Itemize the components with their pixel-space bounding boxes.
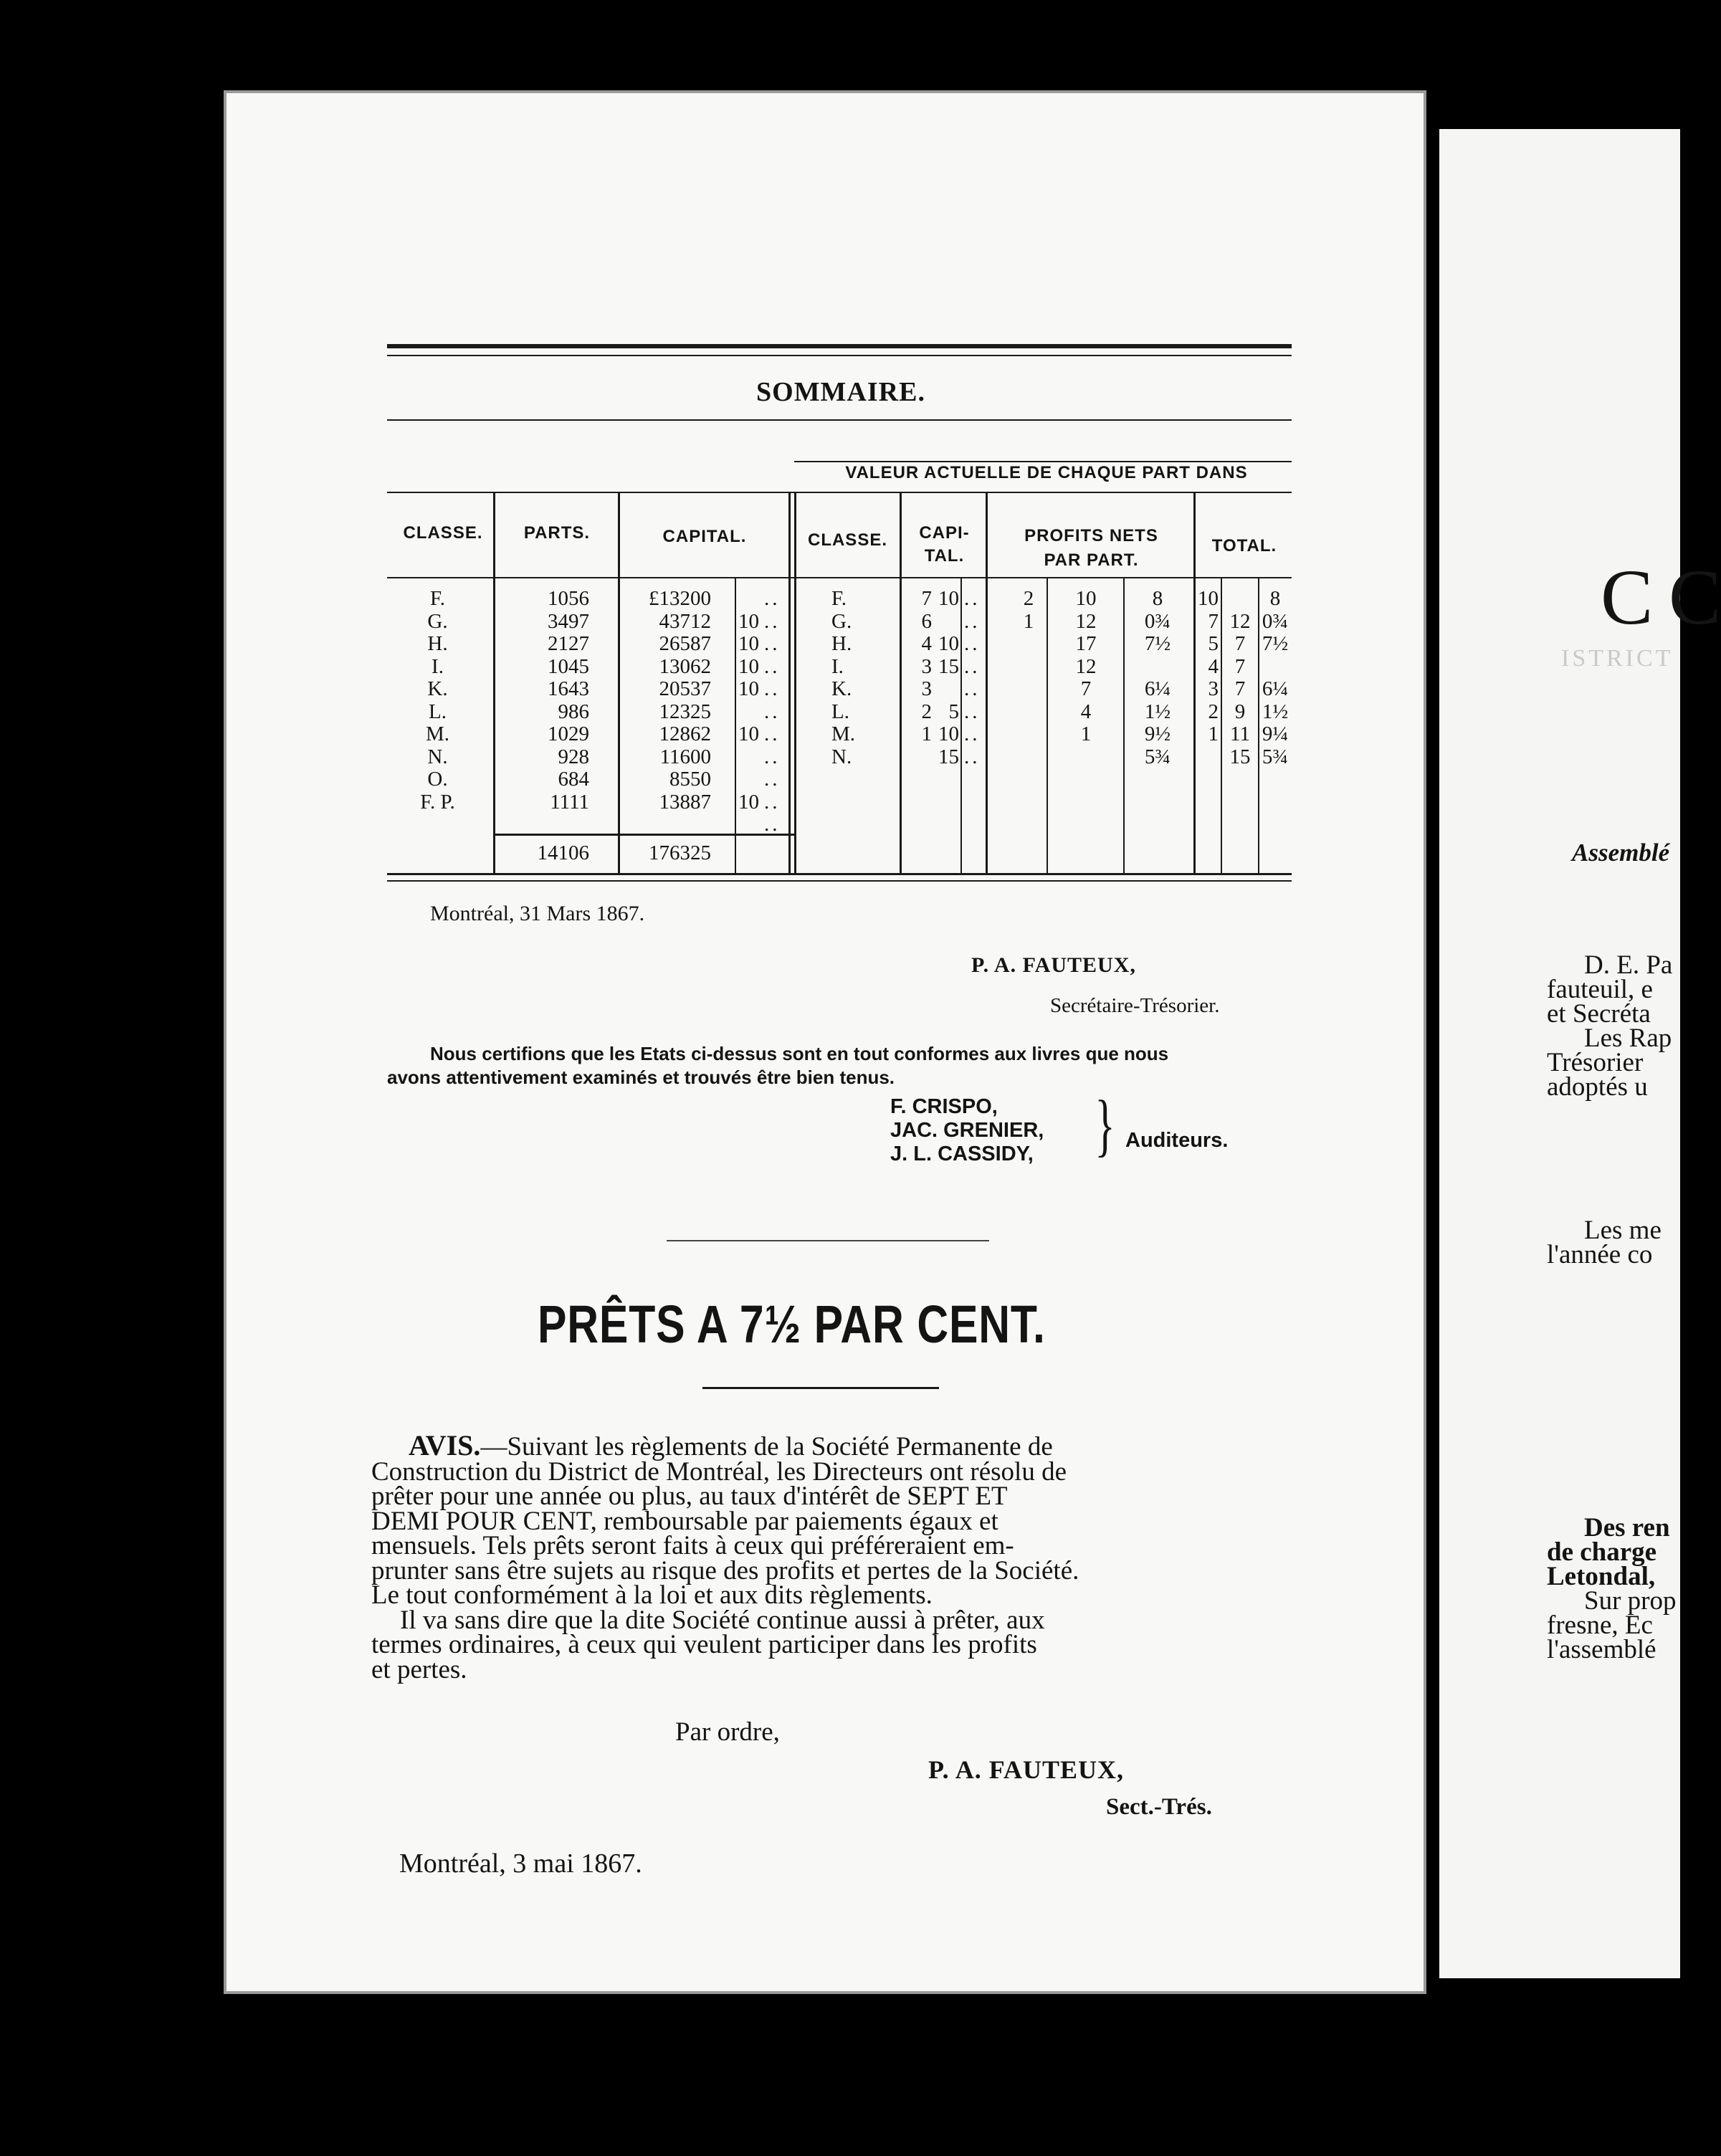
- report-date: Montréal, 31 Mars 1867.: [430, 902, 645, 925]
- table-cell: 17: [1075, 632, 1097, 655]
- right-line: Trésorier: [1547, 1048, 1644, 1077]
- table-cell: 9¼: [1262, 722, 1289, 745]
- table-cell: M.: [425, 722, 450, 745]
- table-cell: 11: [1230, 722, 1250, 745]
- table-cell: 13062: [659, 654, 711, 678]
- capital-dots: .. .. .. .. .. .. .. .. .. .. ..: [764, 587, 781, 836]
- table-cell: 15: [938, 654, 959, 678]
- table-cell: 1½: [1262, 700, 1289, 723]
- table-cell: K.: [427, 677, 448, 700]
- table-cell: 1111: [550, 790, 589, 814]
- table-cell: 7: [1208, 609, 1219, 633]
- header-profits-a: PROFITS NETS: [1024, 526, 1158, 545]
- right-line: D. E. Pa: [1584, 950, 1673, 980]
- notice-signer: P. A. FAUTEUX,: [928, 1755, 1125, 1784]
- table-cell: G.: [831, 609, 852, 633]
- table-cell: 12: [1075, 654, 1097, 678]
- table-cell: [1222, 588, 1258, 611]
- table-cell: 2: [1208, 700, 1219, 723]
- right-paragraph-3: [1547, 1513, 1677, 1664]
- table-cell: 15: [938, 745, 959, 768]
- table-cell: F.: [831, 587, 847, 610]
- table-cell: [1011, 746, 1047, 769]
- headline-underline: [702, 1387, 939, 1389]
- col-divider: [618, 492, 620, 874]
- capital-2-livres-column: [910, 588, 932, 768]
- separator-rule: [667, 1240, 989, 1241]
- table-cell: 9½: [1144, 722, 1171, 745]
- right-page: [1439, 129, 1721, 1978]
- certification-line-2: avons attentivement examinés et trouvés être bien tenus.: [387, 1067, 895, 1088]
- table-bottom-rule: [387, 873, 1292, 875]
- table-cell: N.: [831, 745, 852, 768]
- header-capital-2b: TAL.: [924, 546, 965, 566]
- auditors-brace: }: [1095, 1087, 1115, 1164]
- table-cell: [738, 701, 764, 724]
- right-line: l'année co: [1547, 1240, 1653, 1269]
- table-cell: [1011, 723, 1047, 746]
- capital-2-dots: .. .. .. .. .. .. .. ..: [964, 587, 981, 768]
- table-title: SOMMAIRE.: [756, 377, 925, 407]
- table-cell: 10: [1075, 587, 1097, 610]
- notice-line: et pertes.: [371, 1654, 467, 1684]
- notice-body: [371, 1429, 1079, 1684]
- table-cell: 10: [938, 632, 959, 655]
- table-cell: 15: [1229, 745, 1251, 768]
- right-line: et Secréta: [1547, 999, 1651, 1029]
- table-cell: 7: [1234, 677, 1246, 700]
- table-cell: £13200: [649, 587, 711, 610]
- col-divider: [986, 492, 988, 874]
- table-cell: 10: [938, 587, 959, 610]
- auditors-list: [890, 1095, 1044, 1166]
- table-cell: 5: [948, 700, 959, 723]
- table-cell: 684: [558, 768, 589, 791]
- par-ordre: Par ordre,: [675, 1717, 780, 1747]
- table-cell: 1045: [548, 654, 589, 678]
- notice-line: prunter sans être sujets au risque des profits et pertes de la Société.: [371, 1555, 1079, 1585]
- col-divider: [735, 578, 736, 874]
- table-cell: 1: [1208, 722, 1219, 745]
- capital-column: [624, 588, 711, 814]
- table-cell: 10: [738, 677, 759, 700]
- table-cell: 6¼: [1144, 677, 1171, 700]
- header-top-rule: [387, 492, 1292, 493]
- table-cell: 6¼: [1262, 677, 1289, 700]
- header-bottom-rule: [387, 577, 1292, 578]
- total-parts: 14106: [537, 841, 589, 864]
- table-cell: 7½: [1262, 632, 1289, 655]
- notice-line: Le tout conformément à la loi et aux dits règlements.: [371, 1580, 933, 1610]
- table-cell: 1: [1080, 722, 1092, 745]
- certification-line-1: Nous certifions que les Etats ci-dessus sont en tout conformes aux livres que nous: [430, 1043, 1169, 1064]
- table-cell: 43712: [659, 609, 711, 633]
- table-cell: 8: [1269, 587, 1281, 610]
- header-capital: CAPITAL.: [662, 527, 747, 546]
- table-cell: 10: [738, 790, 759, 814]
- right-big-letter-2: C: [1669, 553, 1721, 641]
- table-cell: [738, 588, 764, 611]
- table-cell: [738, 746, 764, 769]
- table-cell: L.: [429, 700, 447, 723]
- table-cell: 2: [921, 700, 932, 723]
- notice-line: DEMI POUR CENT, remboursable par paiements égaux et: [371, 1506, 998, 1536]
- table-cell: 9: [1234, 700, 1246, 723]
- table-cell: 1643: [548, 677, 589, 700]
- table-cell: 8550: [669, 768, 711, 791]
- right-big-letter: C: [1601, 553, 1654, 641]
- header-capital-2a: CAPI-: [919, 523, 970, 543]
- notice-line: termes ordinaires, à ceux qui veulent participer dans les profits: [371, 1630, 1037, 1659]
- right-line: de charge: [1547, 1537, 1657, 1567]
- avis-label: AVIS.: [409, 1429, 481, 1461]
- table-cell: M.: [831, 722, 856, 745]
- table-cell: [1196, 746, 1219, 769]
- table-cell: N.: [427, 745, 448, 768]
- table-cell: 10: [938, 722, 959, 745]
- table-cell: 4: [1080, 700, 1092, 723]
- auditor-name: JAC. GRENIER,: [890, 1119, 1044, 1142]
- auditor-name: F. CRISPO,: [890, 1095, 998, 1118]
- classe-2-column: [831, 588, 889, 768]
- auditor-name: J. L. CASSIDY,: [890, 1143, 1034, 1165]
- table-cell: F.: [429, 587, 446, 610]
- capital-shillings-column: [738, 588, 764, 814]
- table-cell: 5: [1208, 632, 1219, 655]
- right-line: Les Rap: [1584, 1024, 1672, 1053]
- total-deniers-column: [1259, 588, 1291, 768]
- classe-column: [393, 588, 482, 814]
- col-divider: [788, 492, 791, 874]
- table-cell: 4: [921, 632, 932, 655]
- table-cell: L.: [831, 700, 849, 723]
- right-assemble: Assemblé: [1572, 839, 1670, 867]
- table-bottom-rule-thin: [387, 880, 1292, 882]
- right-line: Letondal,: [1547, 1562, 1656, 1591]
- table-cell: 12325: [659, 700, 711, 723]
- table-cell: [1259, 656, 1291, 679]
- table-cell: 5¾: [1144, 745, 1171, 768]
- table-cell: [910, 746, 932, 769]
- right-line: Les me: [1584, 1216, 1662, 1245]
- table-cell: [738, 768, 764, 791]
- table-cell: 10: [738, 609, 759, 633]
- table-cell: [1011, 701, 1047, 724]
- table-cell: 3497: [548, 609, 589, 633]
- profits-shillings-column: [1054, 588, 1118, 768]
- table-cell: [933, 678, 959, 701]
- table-cell: 1056: [548, 587, 589, 610]
- profits-deniers-column: [1125, 588, 1190, 768]
- header-classe-2: CLASSE.: [807, 530, 887, 550]
- notice-signer-title: Sect.-Trés.: [1106, 1794, 1212, 1820]
- right-paragraph-1: [1547, 950, 1673, 1102]
- table-cell: 3: [921, 677, 932, 700]
- table-cell: 10: [738, 722, 759, 745]
- table-cell: G.: [427, 609, 448, 633]
- table-cell: 6: [921, 609, 932, 633]
- header-total: TOTAL.: [1211, 536, 1277, 555]
- header-profits-b: PAR PART.: [1044, 550, 1139, 570]
- table-cell: O.: [427, 768, 448, 791]
- notice-line: Il va sans dire que la dite Société continue aussi à prêter, aux: [400, 1605, 1045, 1635]
- capital-2-shillings-column: [933, 588, 959, 768]
- notice-line: mensuels. Tels prêts seront faits à ceux qui préféreraient em-: [371, 1531, 1014, 1560]
- table-cell: 7: [1234, 632, 1246, 655]
- notice-line: Construction du District de Montréal, les Directeurs ont résolu de: [371, 1456, 1067, 1487]
- right-district-faint: ISTRICT: [1561, 645, 1674, 672]
- report-signer-title: Secrétaire-Trésorier.: [1050, 994, 1220, 1017]
- right-line: fauteuil, e: [1547, 975, 1653, 1004]
- table-cell: 3: [1208, 677, 1219, 700]
- right-line: adoptés u: [1547, 1072, 1648, 1102]
- table-cell: K.: [831, 677, 852, 700]
- table-cell: 986: [558, 700, 589, 723]
- table-cell: 928: [558, 745, 589, 768]
- table-cell: 2127: [548, 632, 589, 655]
- right-line: fresne, Ec: [1547, 1611, 1653, 1640]
- total-livres-column: [1196, 588, 1219, 768]
- table-cell: 3: [921, 654, 932, 678]
- table-cell: 12862: [659, 722, 711, 745]
- table-cell: 10: [738, 654, 759, 678]
- col-divider: [1047, 578, 1048, 874]
- table-cell: F. P.: [420, 790, 455, 814]
- notice-headline: PRÊTS A 7½ PAR CENT.: [538, 1294, 1046, 1354]
- table-cell: 1½: [1144, 700, 1171, 723]
- table-cell: 7½: [1144, 632, 1171, 655]
- table-top-rule-thin: [387, 355, 1292, 356]
- parts-column: [502, 588, 589, 814]
- table-cell: 7: [1080, 677, 1092, 700]
- total-capital: 176325: [649, 841, 711, 864]
- group-header: VALEUR ACTUELLE DE CHAQUE PART DANS: [845, 463, 1248, 482]
- table-cell: [933, 611, 959, 634]
- table-cell: I.: [432, 654, 444, 678]
- table-cell: 1: [1023, 609, 1034, 633]
- notice-line: prêter pour une année ou plus, au taux d'intérêt de SEPT ET: [371, 1482, 1008, 1511]
- right-line: Sur prop: [1584, 1586, 1677, 1616]
- group-header-rule-top: [794, 461, 1292, 462]
- table-cell: I.: [831, 654, 844, 678]
- table-title-rule: [387, 419, 1292, 421]
- table-cell: 11600: [659, 745, 711, 768]
- table-cell: 4: [1208, 654, 1219, 678]
- report-signer: P. A. FAUTEUX,: [971, 953, 1136, 977]
- table-cell: 1: [921, 722, 932, 745]
- table-cell: 7: [1234, 654, 1246, 678]
- auditors-label: Auditeurs.: [1125, 1129, 1229, 1152]
- table-cell: [1054, 746, 1118, 769]
- table-cell: 0¾: [1144, 609, 1171, 633]
- col-divider: [1123, 578, 1125, 874]
- table-cell: 26587: [659, 632, 711, 655]
- col-divider: [900, 492, 902, 874]
- profits-livres-column: [1011, 588, 1047, 768]
- table-cell: 20537: [659, 677, 711, 700]
- table-cell: 8: [1152, 587, 1163, 610]
- notice-date: Montréal, 3 mai 1867.: [399, 1849, 642, 1879]
- total-shillings-column: [1222, 588, 1258, 768]
- right-line: l'assemblé: [1547, 1635, 1656, 1664]
- table-cell: 7: [921, 587, 932, 610]
- table-top-rule: [387, 344, 1292, 348]
- table-cell: 2: [1023, 587, 1034, 610]
- table-cell: 10: [738, 632, 759, 655]
- table-cell: [1125, 656, 1190, 679]
- right-line: Des ren: [1584, 1513, 1670, 1542]
- table-cell: 5¾: [1262, 745, 1289, 768]
- col-divider: [960, 578, 962, 874]
- table-cell: 10: [1198, 587, 1219, 610]
- header-parts: PARTS.: [523, 523, 591, 543]
- notice-line: —Suivant les règlements de la Société Permanente de: [480, 1432, 1053, 1461]
- table-cell: 0¾: [1262, 609, 1289, 633]
- table-cell: 13887: [659, 790, 711, 814]
- header-classe: CLASSE.: [403, 523, 483, 543]
- table-cell: [1011, 656, 1047, 679]
- total-rule: [495, 834, 796, 836]
- table-cell: H.: [427, 632, 448, 655]
- table-cell: H.: [831, 632, 852, 655]
- table-cell: 1029: [548, 722, 589, 745]
- right-paragraph-2: [1547, 1218, 1662, 1267]
- table-cell: [1011, 633, 1047, 656]
- table-cell: 12: [1229, 609, 1251, 633]
- col-divider: [493, 492, 495, 874]
- table-cell: 12: [1075, 609, 1097, 633]
- table-cell: [1011, 678, 1047, 701]
